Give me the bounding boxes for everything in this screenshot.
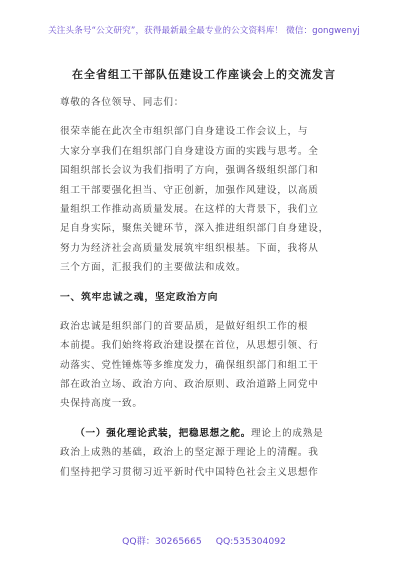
paragraph-line: 政治忠诚是组织部门的首要品质，是做好组织工作的根 <box>60 320 309 332</box>
paragraph-line: 三个方面，汇报我们的主要做法和成效。 <box>60 262 247 274</box>
paragraph-political <box>60 317 356 414</box>
paragraph-gap <box>60 307 356 317</box>
section-heading-1: 一、筑牢忠诚之魂，坚定政治方向 <box>60 291 219 303</box>
footer-qq-group: QQ群：30265665 <box>122 536 202 547</box>
paragraph-text: 理论上的成熟是 <box>251 427 324 439</box>
paragraph-line: 足自身实际，聚焦关键环节，深入推进组织部门自身建设， <box>60 223 329 235</box>
paragraph-line: 组工干部要强化担当、守正创新，加强作风建设，以高质 <box>60 184 319 196</box>
paragraph-line: 量组织工作推动高质量发展。在这样的大背景下，我们立 <box>60 203 319 215</box>
paragraph-gap <box>60 278 356 288</box>
paragraph-line: 努力为经济社会高质量发展筑牢组织根基。下面，我将从 <box>60 242 319 254</box>
paragraph-gap <box>60 414 356 424</box>
paragraph-line: 动落实、党性锤炼等多维度发力，确保组织部门和组工干 <box>60 359 319 371</box>
paragraph-gap <box>60 112 356 122</box>
footer-qq-number: QQ:535304092 <box>215 536 286 547</box>
paragraph-line: 大家分享我们在组织部门自身建设方面的实践与思考。全 <box>60 145 319 157</box>
footer-contact <box>0 533 408 547</box>
paragraph-line: 国组织部长会议为我们指明了方向，强调各级组织部门和 <box>60 165 319 177</box>
paragraph-theory <box>60 424 356 482</box>
paragraph-line: 政治上成熟的基础，政治上的坚定源于理论上的清醒。我 <box>60 447 319 459</box>
paragraph-line: 央保持高度一致。 <box>60 398 143 410</box>
paragraph-line: 部在政治立场、政治方向、政治原则、政治道路上同党中 <box>60 379 319 391</box>
paragraph-line: 们坚持把学习贯彻习近平新时代中国特色社会主义思想作 <box>60 466 319 478</box>
subsection-heading: （一）强化理论武装，把稳思想之舵。 <box>75 427 252 439</box>
salutation: 尊敬的各位领导、同志们： <box>60 97 185 108</box>
header-promo-note: 关注头条号“公文研究”，获得最新最全最专业的公文资料库！ 微信：gongwenyj <box>48 26 360 36</box>
paragraph-line: 本前提。我们始终将政治建设摆在首位，从思想引领、行 <box>60 340 319 352</box>
paragraph-line: 很荣幸能在此次全市组织部门自身建设工作会议上，与 <box>60 126 309 138</box>
document-body <box>60 93 356 482</box>
paragraph-line-lead <box>60 424 356 443</box>
paragraph-intro <box>60 122 356 277</box>
document-title: 在全省组工干部队伍建设工作座谈会上的交流发言 <box>72 68 336 81</box>
